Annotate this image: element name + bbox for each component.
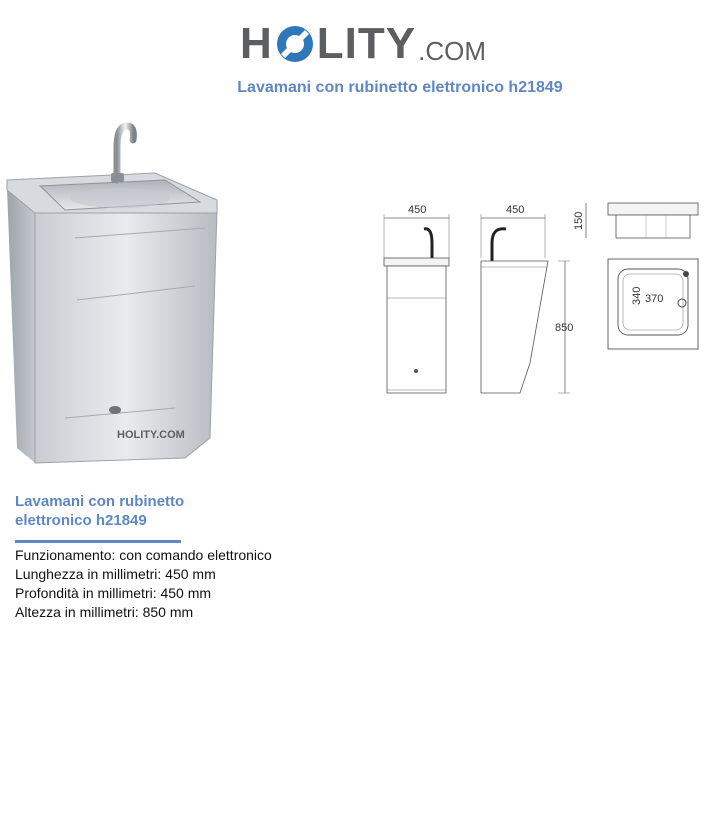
dim-height: 850 <box>555 322 574 334</box>
side-view <box>481 204 573 393</box>
logo-suffix: .COM <box>418 36 486 66</box>
top-profile-view <box>573 203 698 238</box>
holity-o-mark-icon <box>275 24 315 64</box>
plan-view <box>608 259 698 349</box>
logo-text-lity: LITY <box>316 19 417 68</box>
spec-row: Lunghezza in millimetri: 450 mm <box>15 566 216 582</box>
spec-row: Funzionamento: con comando elettronico <box>15 547 272 563</box>
product-title-line1: Lavamani con rubinetto <box>15 493 185 510</box>
spec-row: Altezza in millimetri: 850 mm <box>15 604 194 620</box>
logo-text-h: H <box>240 19 273 68</box>
spec-row: Profondità in millimetri: 450 mm <box>15 585 212 601</box>
site-logo[interactable] <box>240 16 486 66</box>
title-divider <box>15 540 181 543</box>
product-title-line2: elettronico h21849 <box>15 512 147 529</box>
product-title <box>15 492 245 530</box>
product-photo <box>5 118 230 473</box>
dim-basin-depth: 340 <box>631 286 643 305</box>
dim-side-width: 450 <box>506 204 525 216</box>
photo-watermark: HOLITY.COM <box>117 429 185 441</box>
dim-basin-width: 370 <box>645 293 664 305</box>
page-title: Lavamani con rubinetto elettronico h21849 <box>237 79 563 96</box>
dim-front-width: 450 <box>408 204 427 216</box>
spec-list <box>15 546 272 622</box>
technical-drawing <box>370 195 710 405</box>
dim-top-height: 150 <box>573 211 585 230</box>
front-view <box>384 204 449 393</box>
